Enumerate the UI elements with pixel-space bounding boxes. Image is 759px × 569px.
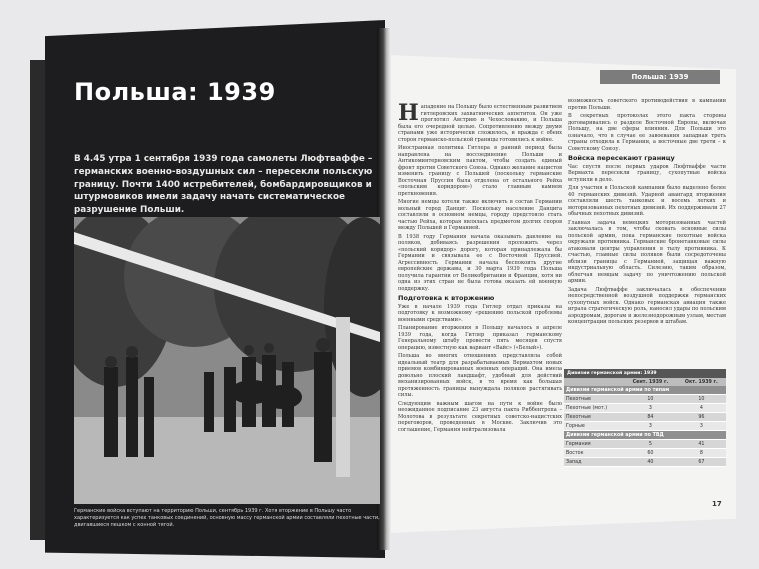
table — [564, 378, 726, 467]
table-row: Запад 40 67 — [564, 458, 726, 467]
table-row: Германия 5 41 — [564, 440, 726, 449]
paragraph: Для участия в Польской кампании было выделено более 40 германских дивизий. Ударной авангард вторжения составляли шесть танковых и восемь легких и моторизованных пехотных дивизий. Их поддерживали 27 обычных пехотных дивизий. — [568, 185, 726, 217]
table-header: Сент. 1939 г. — [624, 378, 677, 386]
paragraph: Польша во многих отношениях представляла собой идеальный театр для разрабатываемых Вермахтом новых приемов комбинированных военных операций. Она имела довольно плоский ландшафт, удобный для действий механизированных войск, в то время как большая протяженность границы вынуждала поляков растягивать силы. — [398, 353, 562, 398]
table-row: Пехотные 84 96 — [564, 413, 726, 422]
paragraph: В секретных протоколах этого пакта стороны договаривались о разделе Восточной Европы, включая Польшу, на две сферы влияния. Для Польши это означало, что в случае ее завоевания западная треть страны отходила к Германии, а восточные две трети – к Советскому Союзу. — [568, 113, 726, 152]
paragraph: Следующим важным шагом на пути к войне было неожиданное подписание 23 августа пакта Риббентропа – Молотова в результате секретных советско-нацистских переговоров, проведенных в Москве. Заключив это соглашение, Германия нейтрализовала — [398, 400, 562, 433]
drop-cap: Н — [398, 100, 419, 126]
photo-caption: Германские войска вступают на территорию Польши, сентябрь 1939 г. Хотя вторжение в Польшу часто характеризуется как успех танковых соединений, основную массу германской армии составляли пехотные части, двигавшиеся пешком с конной тягой. — [74, 508, 380, 528]
text-column-2 — [568, 98, 726, 328]
running-head: Польша: 1939 — [600, 70, 720, 84]
paragraph: Уже в начале 1939 года Гитлер отдал приказы на подготовку к возможному «решению польской проблемы военными средствами». — [398, 303, 562, 323]
paragraph: Многие немцы хотели также включить в состав Германии вольный город Данциг. Поскольку население Данцига составляли в основном немцы, городу предстояло стать частью Рейха, которая являлась предметом долгих споров между Польшей и Германией. — [398, 199, 562, 231]
table-header — [564, 378, 624, 386]
table-row: Пехотные 10 10 — [564, 395, 726, 404]
paragraph: Час спустя после первых ударов Люфтваффе части Вермахта пересекли границу, сухопутные войска вступили в дело. — [568, 163, 726, 183]
paragraph: Нападение на Польшу было естественным развитием гитлеровских захватнических аппетитов. Он уже проглотил Австрию и Чехословакию, и Польша была его очередной целью. Сопротивлению между двумя странами уже исторически сложилось, и вражда с обеих сторон германско-польской границы готовились к войне. — [398, 100, 563, 143]
table-row: Восток 60 8 — [564, 449, 726, 458]
table-section-row: Дивизии германской армии по типам — [564, 386, 726, 395]
chapter-title: Польша: 1939 — [74, 78, 276, 106]
paragraph: возможность советского противодействия в кампании против Польши. — [568, 98, 726, 111]
chapter-lead: В 4.45 утра 1 сентября 1939 года самолеты Люфтваффе – германских военно-воздушных сил – пересекли польскую границу. Почти 1400 истребителей, бомбардировщиков и штурмовиков имели задачу начать систематическое разрушение Польши. — [74, 154, 373, 216]
table-row: Горные 3 3 — [564, 422, 726, 431]
divisions-table — [564, 369, 726, 467]
table-header: Окт. 1939 г. — [677, 378, 726, 386]
subheading: Войска пересекают границу — [568, 154, 675, 162]
paragraph: Планирование вторжения в Польшу началось в апреле 1939 года, когда Гитлер приказал германскому Генеральному штабу провести пять месяцев спустя операцию, известную как вариант «Вайс» («Белый»). — [398, 325, 562, 351]
paragraph: Задача Люфтваффе заключалась в обеспечении непосредственной воздушной поддержки германских сухопутных войск. Однако германская авиация также играла стратегическую роль, наносил удары по польским аэродромам, дорогам и железнодорожным узлам, местам концентрации польских резервов и штабам. — [568, 286, 726, 325]
photo-illustration — [74, 217, 380, 504]
paragraph: Иностранная политика Гитлера в ранний период была направлена на воссоединение Польши и Антикоминтерновским пактом, чтобы создать единый фронт против Советского Союза. Однако желание нацистов изменить границу с Польшей (поскольку германские Восточная Пруссия была отделена от остального Рейха «польским коридором») стало главным камнем преткновения. — [398, 145, 562, 197]
paragraph: Главная задача немецких моторизованных частей заключалась в том, чтобы сковать основные силы польской армии, пока германские пехотные войска окружали противника. Германские бронетанковые силы атаковали центры управления в тылу противника. К счастью, главные силы поляков были сосредоточены вблизи границы с Германией, защищая важную индустриальную область. Силезию, таким образом, облегчая немцам задачу по уничтожению польской армии. — [568, 219, 726, 284]
subheading: Подготовка к вторжению — [398, 294, 495, 302]
page-number: 17 — [712, 500, 722, 508]
table-row: Пехотные (мот.) 3 4 — [564, 404, 726, 413]
table-header-row — [564, 378, 726, 386]
paragraph: В 1938 году Германия начала оказывать давление на поляков, добиваясь разрешения проложить через «польский коридор» дорогу, которая принадлежала бы Германии и связывала ее с Восточной Пруссией. Агрессивность Германии начала беспокоить другие европейские державы, и 30 марта 1939 года Польша получила гарантии от Великобритании и Франции, хотя ни одна из этих стран не была готова оказать ей военную поддержку. — [398, 233, 562, 292]
book-cover-edge — [30, 60, 46, 540]
text-column-1 — [398, 100, 563, 435]
table-section-row: Дивизии германской армии по ТВД — [564, 431, 726, 440]
table-title: Дивизии германской армии: 1939 — [564, 369, 726, 378]
historical-photo — [74, 217, 380, 504]
